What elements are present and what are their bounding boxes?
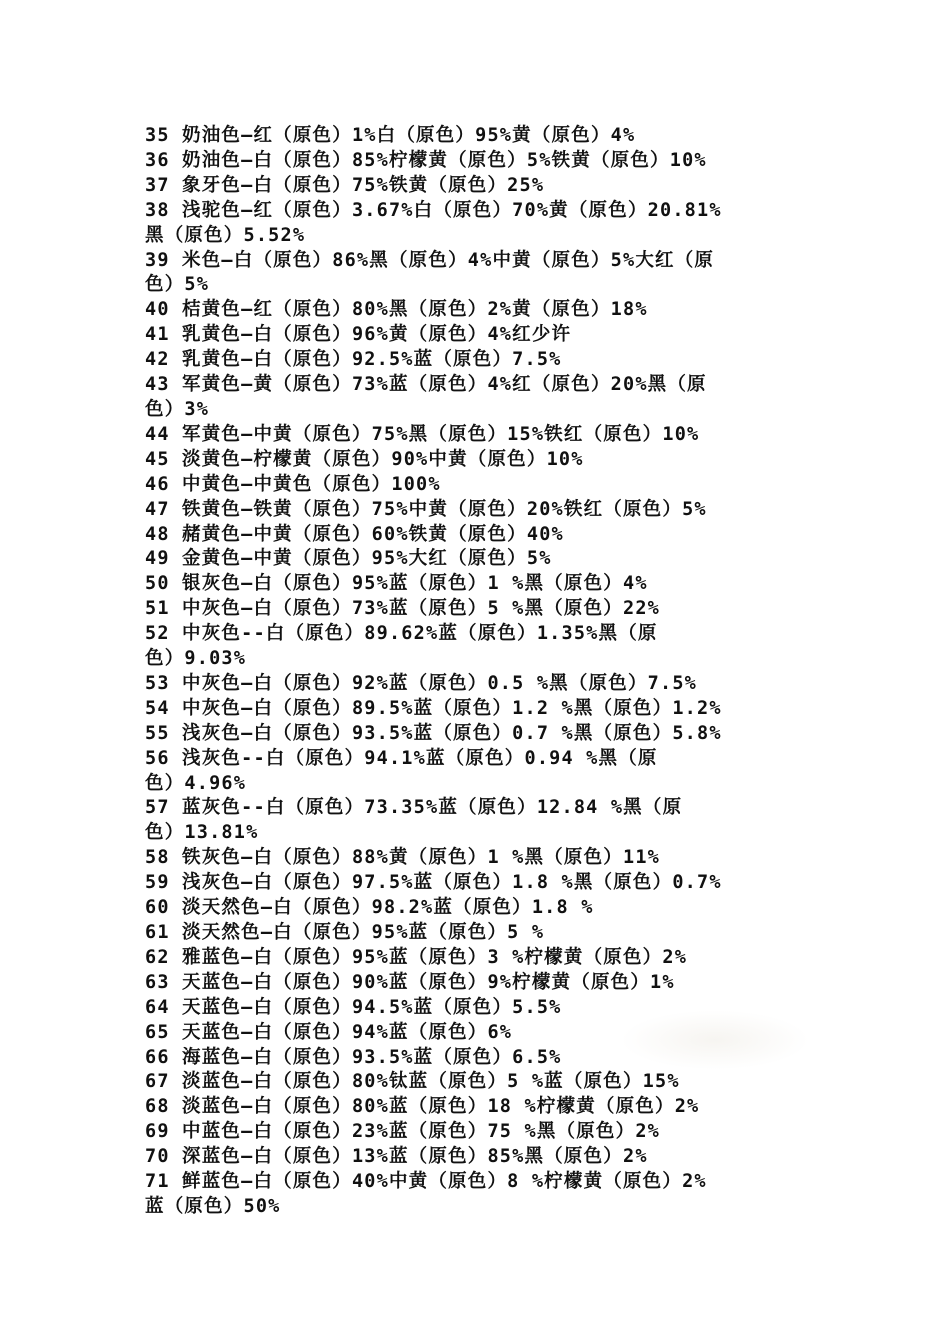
text-line: 45 淡黄色—柠檬黄（原色）90%中黄（原色）10% (145, 448, 584, 470)
text-line: 40 桔黄色—红（原色）80%黑（原色）2%黄（原色）18% (145, 299, 648, 321)
text-line: 蓝（原色）50% (145, 1195, 281, 1217)
text-line: 49 金黄色—中黄（原色）95%大红（原色）5% (145, 548, 552, 570)
text-line: 62 雅蓝色—白（原色）95%蓝（原色）3 %柠檬黄（原色）2% (145, 946, 688, 968)
text-line: 44 军黄色—中黄（原色）75%黑（原色）15%铁红（原色）10% (145, 423, 700, 445)
text-line: 58 铁灰色—白（原色）88%黄（原色）1 %黑（原色）11% (145, 847, 660, 869)
text-line: 42 乳黄色—白（原色）92.5%蓝（原色）7.5% (145, 349, 562, 371)
text-line: 35 奶油色—红（原色）1%白（原色）95%黄（原色）4% (145, 125, 636, 146)
text-line: 71 鲜蓝色—白（原色）40%中黄（原色）8 %柠檬黄（原色）2% (145, 1171, 707, 1193)
text-line: 38 浅驼色—红（原色）3.67%白（原色）70%黄（原色）20.81% (145, 199, 722, 221)
text-line: 54 中灰色—白（原色）89.5%蓝（原色）1.2 %黑（原色）1.2% (145, 697, 722, 719)
text-line: 39 米色—白（原色）86%黑（原色）4%中黄（原色）5%大红（原 (145, 249, 715, 271)
text-line: 56 浅灰色--白（原色）94.1%蓝（原色）0.94 %黑（原 (145, 747, 658, 769)
text-line: 色）5% (145, 274, 210, 296)
text-line: 36 奶油色—白（原色）85%柠檬黄（原色）5%铁黄（原色）10% (145, 149, 707, 171)
text-line: 46 中黄色—中黄色（原色）100% (145, 473, 441, 495)
text-line: 67 淡蓝色—白（原色）80%钛蓝（原色）5 %蓝（原色）15% (145, 1071, 680, 1093)
text-line: 59 浅灰色—白（原色）97.5%蓝（原色）1.8 %黑（原色）0.7% (145, 872, 722, 894)
text-line: 色）9.03% (145, 648, 247, 670)
text-line: 43 军黄色—黄（原色）73%蓝（原色）4%红（原色）20%黑（原 (145, 374, 707, 396)
text-line: 色）13.81% (145, 822, 259, 844)
text-line: 64 天蓝色—白（原色）94.5%蓝（原色）5.5% (145, 996, 562, 1018)
text-line: 53 中灰色—白（原色）92%蓝（原色）0.5 %黑（原色）7.5% (145, 672, 698, 694)
text-line: 61 淡天然色—白（原色）95%蓝（原色）5 % (145, 922, 545, 943)
text-line: 色）3% (145, 398, 210, 420)
text-line: 69 中蓝色—白（原色）23%蓝（原色）75 %黑（原色）2% (145, 1121, 660, 1143)
text-line: 41 乳黄色—白（原色）96%黄（原色）4%红少许 (145, 324, 572, 346)
text-line: 37 象牙色—白（原色）75%铁黄（原色）25% (145, 174, 545, 196)
text-line: 68 淡蓝色—白（原色）80%蓝（原色）18 %柠檬黄（原色）2% (145, 1096, 700, 1118)
text-line: 70 深蓝色—白（原色）13%蓝（原色）85%黑（原色）2% (145, 1146, 648, 1168)
text-line: 47 铁黄色—铁黄（原色）75%中黄（原色）20%铁红（原色）5% (145, 498, 707, 520)
text-line: 55 浅灰色—白（原色）93.5%蓝（原色）0.7 %黑（原色）5.8% (145, 722, 722, 744)
text-line: 色）4.96% (145, 772, 247, 794)
color-formula-list (145, 124, 810, 1220)
text-line: 60 淡天然色—白（原色）98.2%蓝（原色）1.8 % (145, 897, 594, 919)
text-line: 52 中灰色--白（原色）89.62%蓝（原色）1.35%黑（原 (145, 623, 658, 645)
text-line: 57 蓝灰色--白（原色）73.35%蓝（原色）12.84 %黑（原 (145, 797, 683, 819)
text-line: 66 海蓝色—白（原色）93.5%蓝（原色）6.5% (145, 1046, 562, 1068)
text-line: 50 银灰色—白（原色）95%蓝（原色）1 %黑（原色）4% (145, 573, 648, 595)
text-line: 51 中灰色—白（原色）73%蓝（原色）5 %黑（原色）22% (145, 598, 660, 620)
text-line: 63 天蓝色—白（原色）90%蓝（原色）9%柠檬黄（原色）1% (145, 971, 675, 993)
text-line: 65 天蓝色—白（原色）94%蓝（原色）6% (145, 1021, 513, 1043)
text-line: 黑（原色）5.52% (145, 224, 306, 246)
text-line: 48 赭黄色—中黄（原色）60%铁黄（原色）40% (145, 523, 564, 545)
